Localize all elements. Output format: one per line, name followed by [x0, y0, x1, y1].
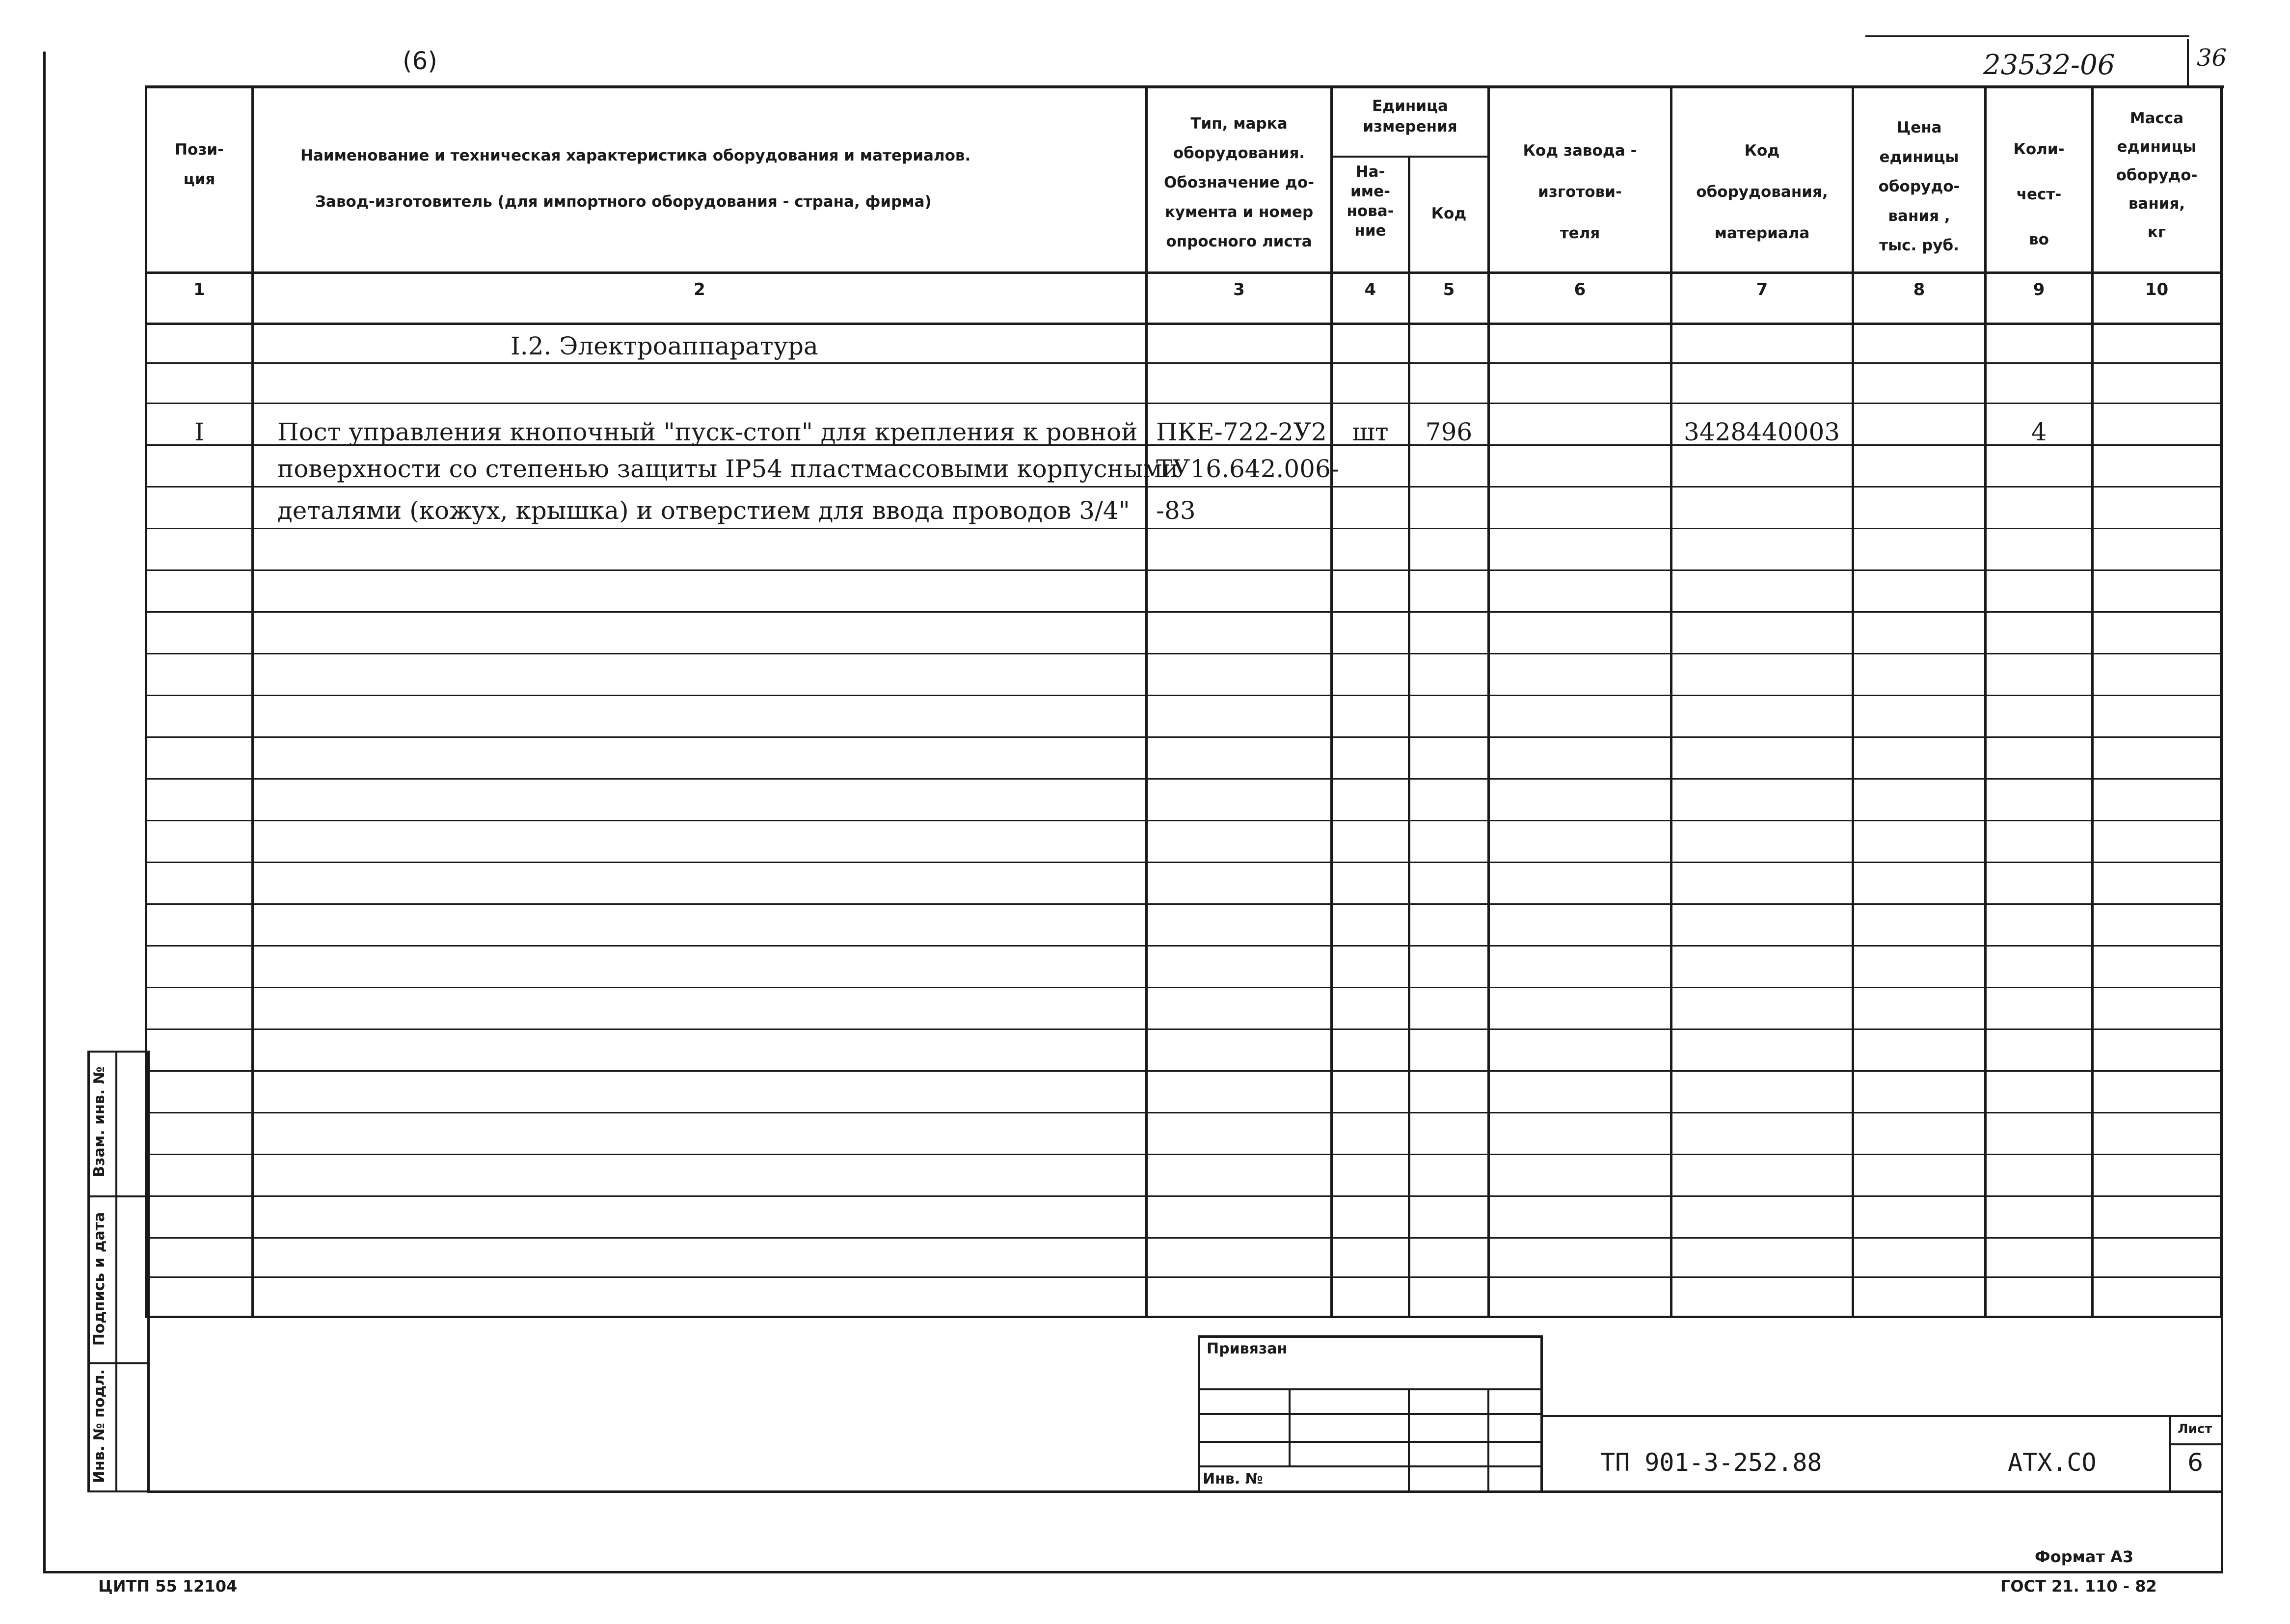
tb-vert1	[1289, 1388, 1291, 1467]
header-col6: Код завода - изготови- теля	[1523, 142, 1637, 242]
table-bottom-border	[145, 1316, 2221, 1318]
row-line	[145, 569, 2221, 571]
row-line	[145, 987, 2221, 988]
header-col10: Масса единицы оборудо- вания, кг	[2116, 109, 2198, 241]
row-line	[145, 403, 2221, 404]
colnum-5: 5	[1443, 280, 1455, 299]
row-line	[145, 1276, 2221, 1278]
table-right-border	[2220, 85, 2222, 1318]
header-col9: Коли- чест- во	[2013, 140, 2065, 248]
item-position: I	[194, 418, 204, 446]
tb-row4	[1198, 1465, 1542, 1467]
header-col3: Тип, марка оборудования. Обозначение до- кумента и номер опросного листа	[1163, 115, 1315, 250]
corner-number: 36	[2197, 44, 2227, 72]
colnum-9: 9	[2033, 280, 2045, 299]
row-line	[145, 778, 2221, 780]
row-line	[145, 1195, 2221, 1197]
row-line	[145, 1154, 2221, 1155]
col-line-1	[251, 85, 254, 1318]
section-title: I.2. Электроаппаратура	[511, 332, 818, 360]
doc-code: АТХ.СО	[2008, 1448, 2097, 1477]
item-name-line-2: поверхности со степенью защиты IP54 пластмассовыми корпусными	[277, 455, 1179, 483]
col-line-2	[1145, 85, 1148, 1318]
tb-bottom	[147, 1490, 2223, 1493]
tb-main-top	[1540, 1415, 2223, 1417]
tb-bound-label: Привязан	[1207, 1340, 1288, 1357]
frame-left-border	[43, 52, 46, 1573]
row-line	[145, 1112, 2221, 1113]
row-line	[145, 903, 2221, 905]
row-line	[145, 1029, 2221, 1030]
row-line	[145, 736, 2221, 738]
tb-sheet-div	[2169, 1443, 2222, 1445]
sheet-number: 6	[2187, 1448, 2203, 1477]
row-line	[145, 862, 2221, 863]
colnum-6: 6	[1574, 280, 1586, 299]
side-stamp-left	[87, 1051, 90, 1492]
item-unit-code: 796	[1425, 418, 1473, 446]
row-line	[145, 362, 2221, 364]
header-col4: На- име- нова- ние	[1347, 163, 1394, 240]
footer-format: Формат А3	[2035, 1547, 2134, 1566]
colnum-3: 3	[1233, 280, 1245, 299]
col-line-3	[1330, 85, 1333, 1318]
row-line	[145, 820, 2221, 821]
item-type-line-2: ТУ16.642.006-	[1156, 455, 1339, 483]
header-col5: Код	[1431, 205, 1467, 222]
side-stamp-div1	[87, 1195, 149, 1197]
header-unit-group: Единица измерения	[1363, 97, 1457, 135]
project-code: ТП 901-3-252.88	[1600, 1448, 1822, 1477]
colnum-1: 1	[193, 280, 205, 299]
item-name-line-1: Пост управления кнопочный "пуск-стоп" для крепления к ровной	[277, 418, 1138, 446]
col-line-5	[1487, 85, 1490, 1318]
side-label-original-inv: Инв. № подл.	[91, 1369, 108, 1484]
col-line-6	[1670, 85, 1672, 1318]
item-unit-name: шт	[1352, 418, 1389, 446]
sheet-label: Лист	[2178, 1422, 2212, 1436]
col-line-7	[1852, 85, 1854, 1318]
colnum-7: 7	[1756, 280, 1768, 299]
header-col7: Код оборудования, материала	[1696, 142, 1828, 242]
col-line-9	[2091, 85, 2094, 1318]
side-stamp-inner	[115, 1051, 117, 1492]
side-stamp-right	[147, 1051, 150, 1492]
row-line	[145, 695, 2221, 696]
footer-left: ЦИТП 55 12104	[98, 1577, 238, 1596]
table-top-border	[145, 85, 2224, 88]
col-line-8	[1984, 85, 1987, 1318]
footer-standard: ГОСТ 21. 110 - 82	[2000, 1577, 2157, 1596]
header-col8: Цена единицы оборудо- вания , тыс. руб.	[1878, 119, 1960, 254]
tb-row2	[1198, 1413, 1542, 1415]
header-col1: Пози- ция	[175, 141, 224, 188]
frame-bottom-border	[43, 1571, 2223, 1573]
tb-row3	[1198, 1441, 1542, 1443]
colnum-4: 4	[1364, 280, 1376, 299]
side-label-signature: Подпись и дата	[91, 1212, 108, 1346]
colnum-bottom-line	[145, 323, 2221, 325]
colnum-10: 10	[2145, 280, 2169, 299]
sheet-marker: (6)	[403, 47, 437, 75]
side-label-replacement: Взам. инв. №	[91, 1066, 108, 1177]
corner-box-left	[2187, 39, 2189, 88]
header-bottom-line	[145, 271, 2221, 274]
colnum-2: 2	[694, 280, 705, 299]
tb-inv-label: Инв. №	[1203, 1470, 1263, 1488]
item-type-line-1: ПКЕ-722-2У2	[1156, 418, 1327, 446]
tb-vert2	[1408, 1388, 1410, 1492]
header-col2: Наименование и техническая характеристика оборудования и материалов. Завод-изготовитель (для импортного оборудования - страна, фирма)	[300, 147, 971, 211]
row-line	[145, 1070, 2221, 1072]
item-type-line-3: -83	[1156, 496, 1196, 525]
tb-vert3	[1487, 1388, 1489, 1492]
item-equipment-code: 3428440003	[1684, 418, 1840, 446]
colnum-8: 8	[1913, 280, 1925, 299]
tb-row1	[1198, 1388, 1542, 1390]
frame-top-right-segment	[1865, 35, 2189, 37]
handwritten-number: 23532-06	[1983, 49, 2115, 81]
row-line	[145, 653, 2221, 654]
item-name-line-3: деталями (кожух, крышка) и отверстием для ввода проводов 3/4"	[277, 496, 1130, 525]
row-line	[145, 611, 2221, 613]
row-line	[145, 1237, 2221, 1239]
tb-bound-top	[1198, 1335, 1542, 1338]
item-quantity: 4	[2031, 418, 2047, 446]
row-line	[145, 945, 2221, 947]
